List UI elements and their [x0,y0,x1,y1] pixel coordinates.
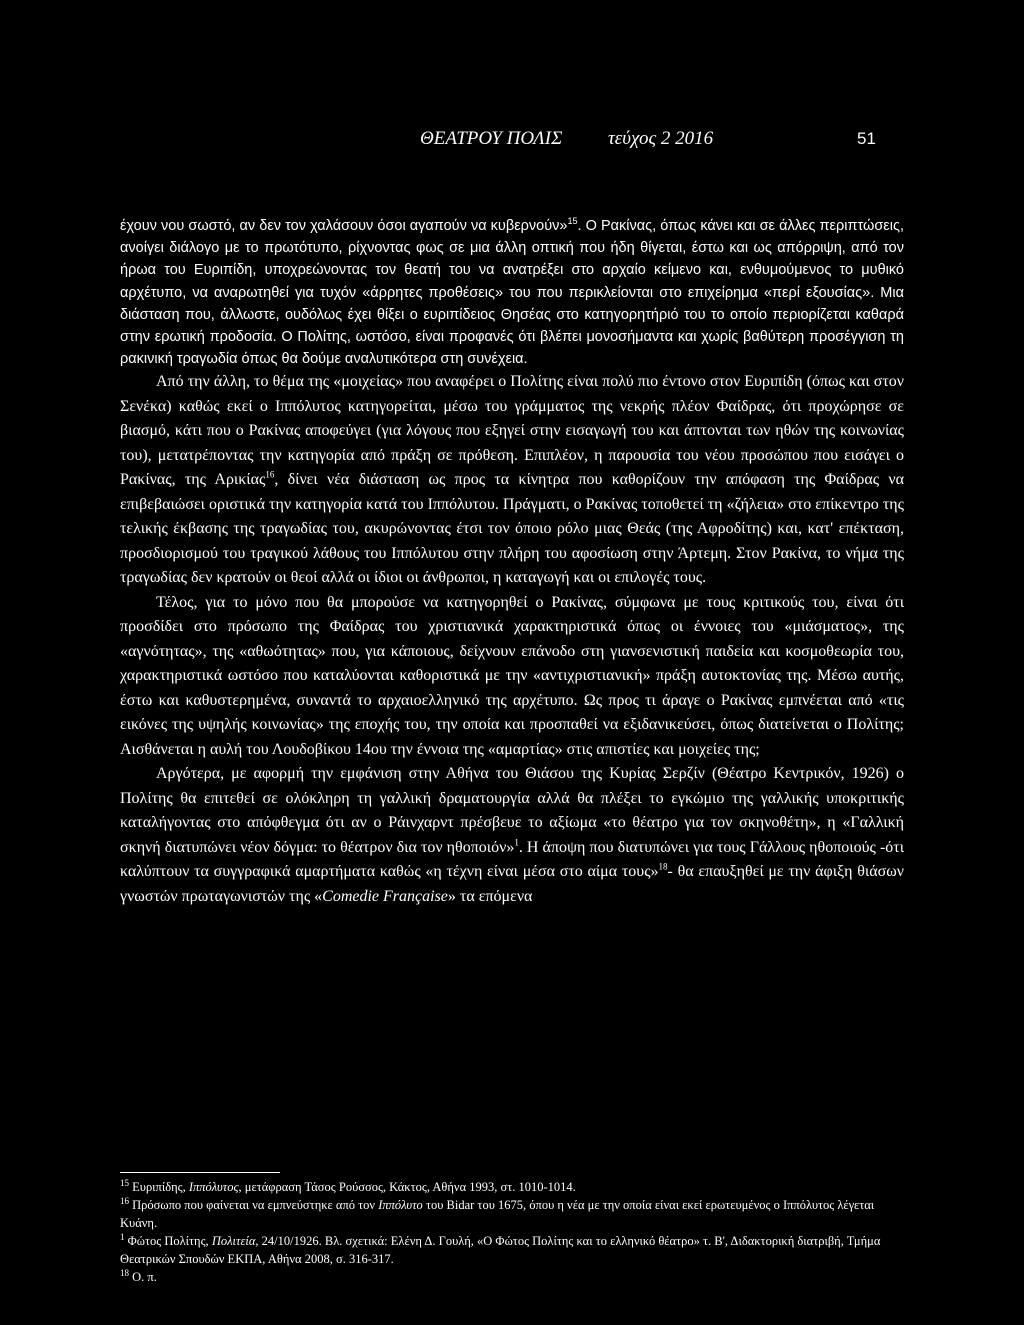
issue-label: τεύχος 2 2016 [608,128,714,149]
journal-title: ΘΕΑΤΡΟΥ ΠΟΛΙΣ [420,128,563,149]
footnote-17: $^1$ Φώτος Πολίτης, Πολιτεία, 24/10/1926. Βλ. σχετικά: Ελένη Δ. Γουλή, «Ο Φώτος Πολίτης και το ελληνικό θέατρο» τ. Β', Διδακτορική διατριβή, Τμήμα Θεατρικών Σπουδών ΕΚΠΑ, Αθήνα 2008, σ. 316-317. [120,1231,881,1266]
running-header [420,128,890,158]
footnote-ref-17: 1 [514,837,519,848]
body-text [120,215,904,909]
page-number: 51 [857,129,876,148]
paragraph-4: Αργότερα, με αφορμή την εμφάνιση στην Αθήνα του Θιάσου της Κυρίας Σερζίν (Θέατρο Κεντρικόν, 1926) ο Πολίτης θα επιτεθεί σε ολόκληρη τη γαλλική δραματουργία αλλά θα πλέξει το εγκώμιο της γαλλικής υποκριτικής καταλήγοντας στο απόφθεγμα ότι αν ο Ράινχαρντ πρέσβευε το αξίωμα «το θέατρο για τον σκηνοθέτη», η «Γαλλική σκηνή διατυπώνει νέον δόγμα: το θέατρον δια τον ηθοποιόν»$^1$. Η άποψη που διατυπώνει για τους Γάλλους ηθοποιούς -ότι καλύπτουν τα συγγραφικά αμαρτήματα καθώς «η τέχνη είναι μέσα στο αίμα τους»$^{18}$- θα επαυξηθεί με την άφιξη θιάσων γνωστών πρωταγωνιστών της «Comedie Française» τα επόμενα [120,765,905,905]
footnote-15: $^{15}$ Ευριπίδης, Ιππόλυτος, μετάφραση Τάσος Ρούσσος, Κάκτος, Αθήνα 1993, στ. 1010-1014. [120,1177,576,1194]
footnote-16: $^{16}$ Πρόσωπο που φαίνεται να εμπνεύστηκε από τον Ιππόλυτο του Bidar του 1675, όπου η νέα με την οποία είναι εκεί ερωτευμένος ο Ιππόλυτος λέγεται Κυάνη. [120,1195,875,1230]
paragraph-3: Τέλος, για το μόνο που θα μπορούσε να κατηγορηθεί ο Ρακίνας, σύμφωνα με τους κριτικούς του, είναι ότι προσδίδει στο πρόσωπο της Φαίδρας του χριστιανικά χαρακτηριστικά όπως οι έννοιες του «μιάσματος», της «αγνότητας», της «αθωότητας» που, για κάποιους, δείχνουν επάνοδο στη γιανσενιστική παιδεία και κοσμοθεωρία του, χαρακτηριστικά ωστόσο που καταλύονται καθοριστικά με την «αντιχριστιανική» πράξη αυτοκτονίας της. Μέσω αυτής, έστω και καθυστερημένα, συναντά το αρχαιοελληνικό της αρχέτυπο. Ως προς τι άραγε ο Ρακίνας εμπνέεται από «τις εικόνες της υψηλής κοινωνίας» της εποχής του, την οποία και προσπαθεί να εξιδανικεύσει, όπως διατείνεται ο Πολίτης; Αισθάνεται η αυλή του Λουδοβίκου 14ου την έννοια της «αμαρτίας» στις απιστίες και μοιχείες της; [120,593,904,758]
footnote-ref-18: 18 [658,862,668,873]
footnotes [120,1178,890,1286]
footnote-ref-16: 16 [265,470,275,481]
footnote-18: $^{18}$ Ο. π. [120,1267,157,1284]
paragraph-1: έχουν νου σωστό, αν δεν τον χαλάσουν όσοι αγαπούν να κυβερνούν»$^{15}$. Ο Ρακίνας, όπως κάνει και σε άλλες περιπτώσεις, ανοίγει διάλογο με το πρωτότυπο, ρίχνοντας φως σε μια άλλη οπτική που ήδη θίγεται, έστω και ως απόρριψη, από τον ήρωα του Ευριπίδη, υποχρεώνοντας τον θεατή του να ανατρέξει στο αρχαίο κείμενο και, ενθυμούμενος το μυθικό αρχέτυπο, να αναρωτηθεί για τυχόν «άρρητες προθέσεις» του που περικλείονται στο επιχείρημα «περί εξουσίας». Μια διάσταση που, άλλωστε, ουδόλως έχει θίξει ο ευριπίδειος Θησέας στο κατηγορητήριό του το οποίο περιορίζεται καθαρά στην ερωτική προδοσία. Ο Πολίτης, ωστόσο, είναι προφανές ότι βλέπει μονοσήμαντα και χωρίς βαθύτερη προσέγγιση τη ρακινική τραγωδία όπως θα δούμε αναλυτικότερα στη συνέχεια. [120,216,904,368]
footnote-separator [120,1172,280,1173]
footnote-ref-15: 15 [567,216,578,227]
paragraph-2: Από την άλλη, το θέμα της «μοιχείας» που αναφέρει ο Πολίτης είναι πολύ πιο έντονο στον Ευριπίδη (όπως και στον Σενέκα) καθώς εκεί ο Ιππόλυτος κατηγορείται, μέσω του γράμματος της νεκρής πλέον Φαίδρας, ότι προχώρησε σε βιασμό, κάτι που ο Ρακίνας αποφεύγει (για λόγους που εξηγεί στην εισαγωγή του και άπτονται των ηθών της κοινωνίας του), μετατρέποντας την κατηγορία από πράξη σε πρόθεση. Επιπλέον, η παρουσία του νέου προσώπου που εισάγει ο Ρακίνας, της Αρικίας$^{16}$, δίνει νέα διάσταση ως προς τα κίνητρα που καθορίζουν την απόφαση της Φαίδρας να επιβεβαιώσει οριστικά την κατηγορία κατά του Ιππόλυτου. Πράγματι, ο Ρακίνας τοποθετεί τη «ζήλεια» στο επίκεντρο της τελικής έκβασης της τραγωδίας του, ακυρώνοντας έτσι τον όποιο ρόλο μιας Θεάς (της Αφροδίτης) και, κατ' επέκταση, προσδιορισμού του τραγικού λάθους του Ιππόλυτου στην πλήρη του αφοσίωση στην Άρτεμη. Στον Ρακίνα, το νήμα της τραγωδίας δεν κρατούν οι θεοί αλλά οι ίδιοι οι άνθρωποι, η καταγωγή και οι επιλογές τους. [120,373,905,587]
